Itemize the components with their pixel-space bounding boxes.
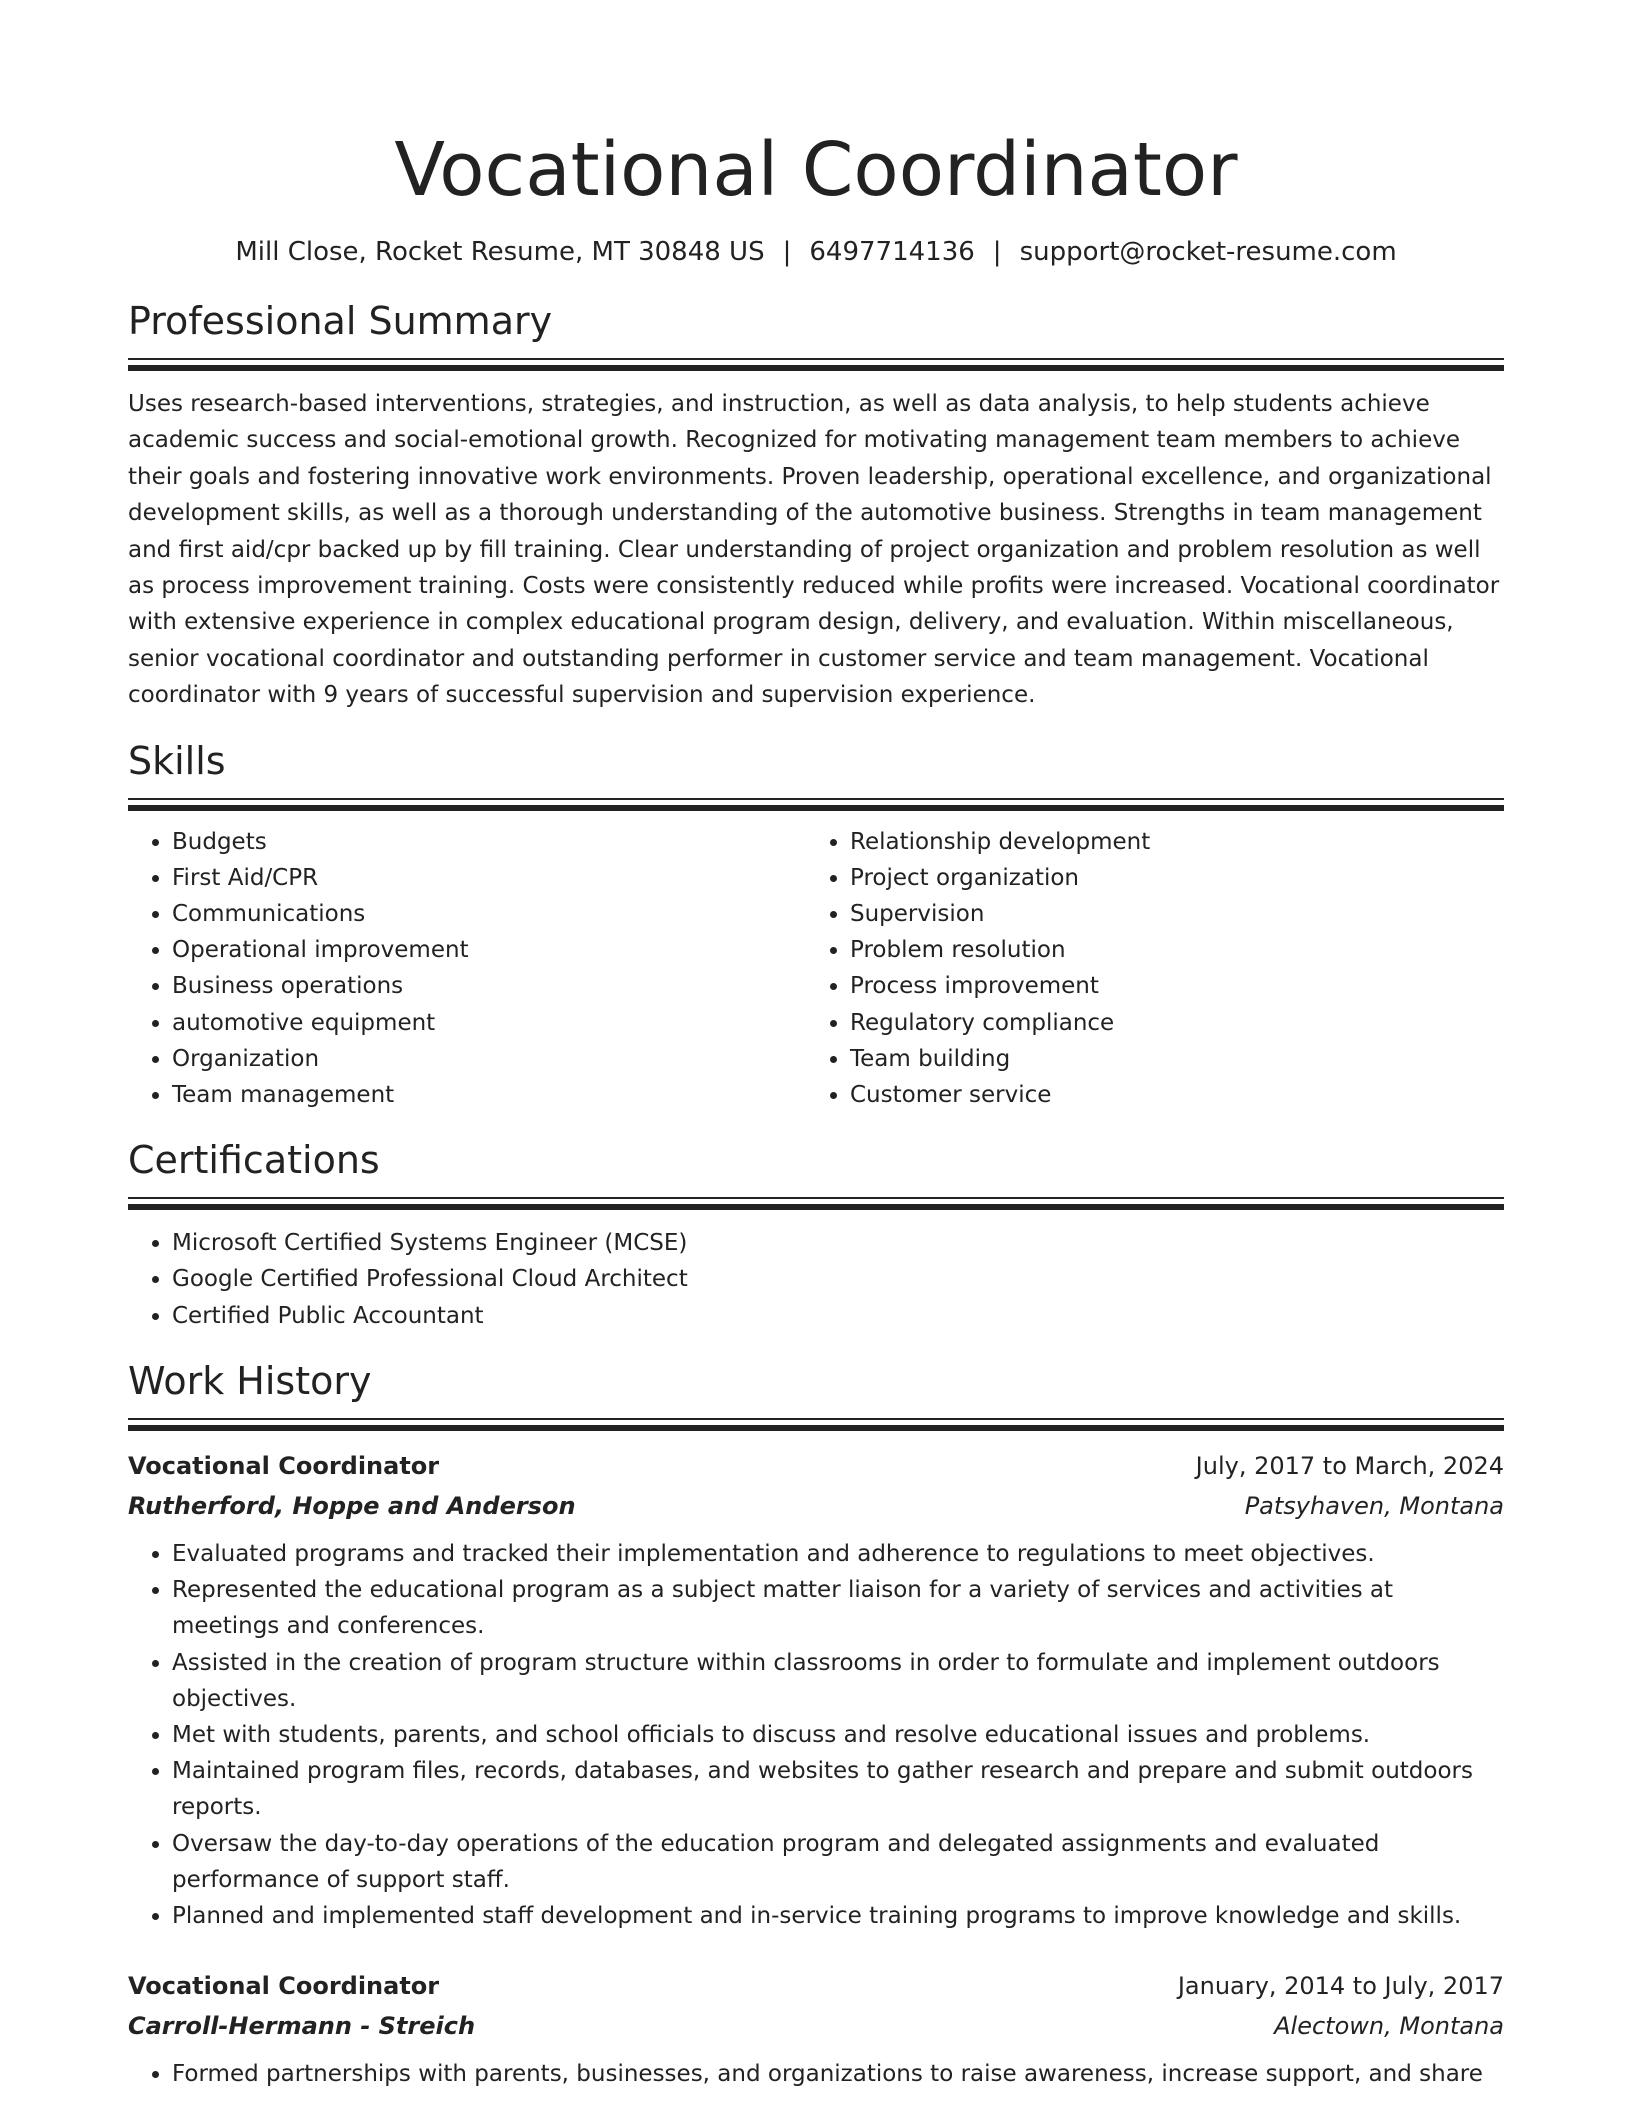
job-company: Carroll-Hermann - Streich <box>128 2012 476 2041</box>
job-duty: • Evaluated programs and tracked their implementation and adherence to regulations to meet objectives. <box>172 1536 1504 1572</box>
summary-text: Uses research-based interventions, strategies, and instruction, as well as data analysis, to help students achieve academic success and social-emotional growth. Recognized for motivating management team members to achieve their goals and fostering innovative work environments. Proven leadership, operational excellence, and organizational development skills, as well as a thorough understanding of the automotive business. Strengths in team management and first aid/cpr backed up by fill training. Clear understanding of project organization and problem resolution as well as process improvement training. Costs were consistently reduced while profits were increased. Vocational coordinator with extensive experience in complex educational program design, delivery, and evaluation. Within miscellaneous, senior vocational coordinator and outstanding performer in customer service and team management. Vocational coordinator with 9 years of successful supervision and supervision experience. <box>128 391 1500 709</box>
job-company: Rutherford, Hoppe and Anderson <box>128 1491 576 1520</box>
job-duty: • Assisted in the creation of program structure within classrooms in order to formulate and implement outdoors objectives. <box>172 1645 1504 1717</box>
section-divider <box>128 1197 1504 1211</box>
skills-grid <box>128 824 1504 1114</box>
section-title-skills: Skills <box>128 738 226 783</box>
section-title-work-history: Work History <box>128 1358 372 1403</box>
section-divider <box>128 358 1504 372</box>
job-entry <box>128 1966 1504 2092</box>
section-title-summary: Professional Summary <box>128 299 553 343</box>
certification-item: • Microsoft Certified Systems Engineer (MCSE) <box>172 1225 1504 1261</box>
job-subheader <box>128 2006 1504 2046</box>
skills-column-right <box>806 824 1484 1114</box>
skills-column-left <box>128 824 806 1114</box>
job-duty: • Oversaw the day-to-day operations of the education program and delegated assignments and evaluated performance of support staff. <box>172 1826 1504 1898</box>
certifications-section <box>128 1135 1504 1334</box>
skill-item: • Problem resolution <box>850 932 1484 968</box>
skills-section <box>128 736 1504 1114</box>
job-dates: July, 2017 to March, 2024 <box>1195 1451 1504 1480</box>
skill-item: • Communications <box>172 896 806 932</box>
certification-item: • Google Certified Professional Cloud Architect <box>172 1261 1504 1297</box>
job-duty: • Formed partnerships with parents, businesses, and organizations to raise awareness, increase support, and share <box>172 2056 1504 2092</box>
job-title: Vocational Coordinator <box>128 1972 440 2001</box>
certifications-list <box>128 1225 1504 1334</box>
contact-line <box>128 234 1504 270</box>
candidate-name: Vocational Coordinator <box>394 127 1238 213</box>
job-title: Vocational Coordinator <box>128 1451 440 1480</box>
skill-item: • Team building <box>850 1041 1484 1077</box>
job-duty: • Maintained program files, records, databases, and websites to gather research and prepare and submit outdoors reports. <box>172 1753 1504 1825</box>
job-subheader <box>128 1486 1504 1526</box>
skill-item: • Supervision <box>850 896 1484 932</box>
contact-phone: 6497714136 <box>809 237 975 267</box>
section-divider <box>128 798 1504 812</box>
job-duties <box>128 1536 1504 1934</box>
work-history-section <box>128 1356 1504 2092</box>
skill-item: • Process improvement <box>850 968 1484 1004</box>
job-location: Patsyhaven, Montana <box>1244 1491 1504 1520</box>
job-header <box>128 1966 1504 2006</box>
certification-item: • Certified Public Accountant <box>172 1298 1504 1334</box>
job-location: Alectown, Montana <box>1274 2012 1504 2041</box>
skill-item: • Business operations <box>172 968 806 1004</box>
skill-item: • Budgets <box>172 824 806 860</box>
contact-separator: | <box>992 237 1002 267</box>
skill-item: • Relationship development <box>850 824 1484 860</box>
skill-item: • Operational improvement <box>172 932 806 968</box>
summary-section <box>128 296 1504 714</box>
contact-separator: | <box>782 237 792 267</box>
skill-item: • Team management <box>172 1077 806 1113</box>
job-duty: • Planned and implemented staff development and in-service training programs to improve knowledge and skills. <box>172 1898 1504 1934</box>
skill-item: • Project organization <box>850 860 1484 896</box>
skill-item: • First Aid/CPR <box>172 860 806 896</box>
job-dates: January, 2014 to July, 2017 <box>1177 1972 1504 2001</box>
section-divider <box>128 1418 1504 1432</box>
skill-item: • Regulatory compliance <box>850 1005 1484 1041</box>
skill-item: • Organization <box>172 1041 806 1077</box>
skill-item: • automotive equipment <box>172 1005 806 1041</box>
resume-page <box>128 0 1504 2092</box>
job-entry <box>128 1446 1504 1934</box>
job-header <box>128 1446 1504 1486</box>
job-duty: • Represented the educational program as a subject matter liaison for a variety of services and activities at meetings and conferences. <box>172 1572 1504 1644</box>
contact-address: Mill Close, Rocket Resume, MT 30848 US <box>235 237 765 267</box>
contact-email: support@rocket-resume.com <box>1019 237 1397 267</box>
skill-item: • Customer service <box>850 1077 1484 1113</box>
section-title-certifications: Certifications <box>128 1138 380 1183</box>
job-duties <box>128 2056 1504 2092</box>
job-duty: • Met with students, parents, and school officials to discuss and resolve educational issues and problems. <box>172 1717 1504 1753</box>
